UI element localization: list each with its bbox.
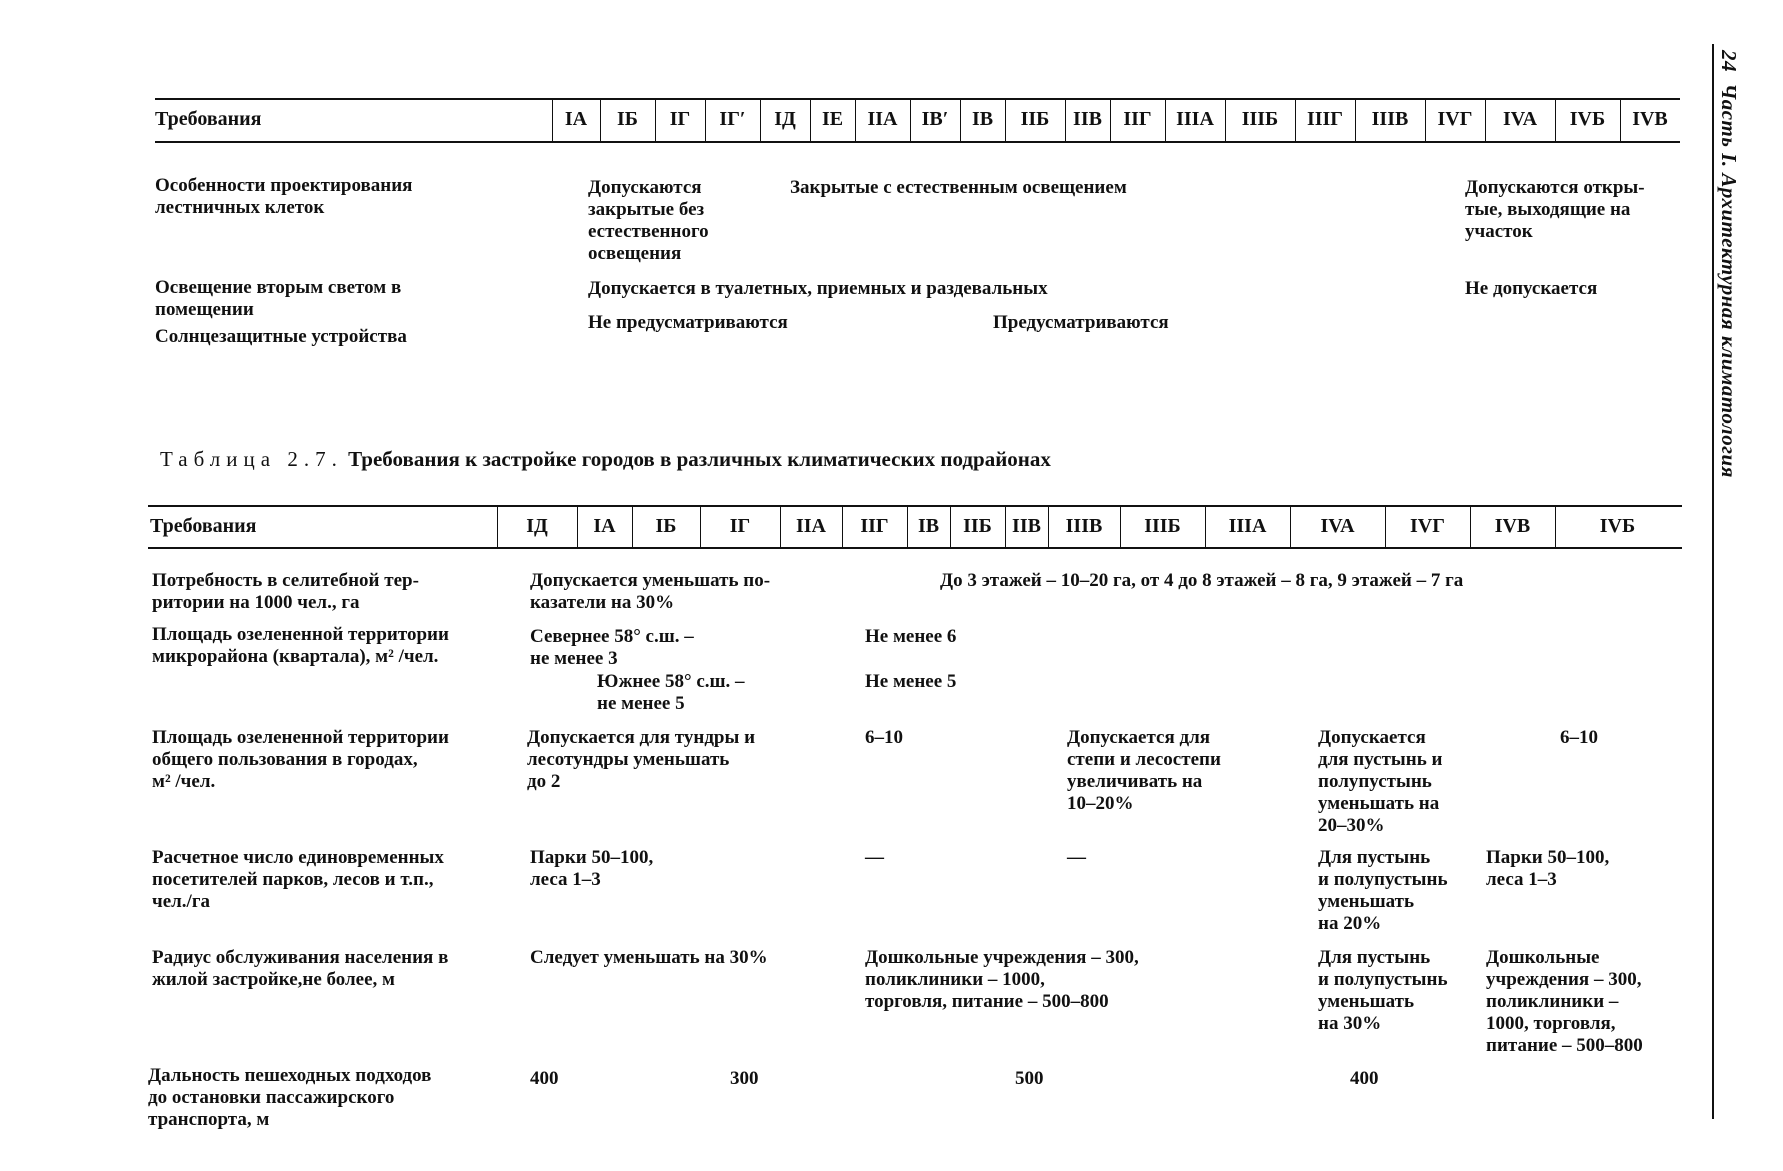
table-2-cell [530,626,694,670]
cell-line: поликлиники – 1000, [865,969,1045,990]
cell-line: и полупустынь [1318,969,1448,990]
cell-line: учреждения – 300, [1486,969,1642,990]
table-1-col-header: IVA [1502,108,1538,130]
cell-line: 1000, торговля, [1486,1013,1616,1034]
table-2-cell [597,671,745,715]
table-2-cell [1318,847,1448,935]
table-1-cell [790,177,1127,199]
table-1-col-header: IIIA [1176,108,1214,130]
row-label-line: микрорайона (квартала), м² /чел. [152,646,439,667]
cell-line: полупустынь [1318,771,1432,792]
row-label-line: Потребность в селитебной тер- [152,570,419,591]
row-label-line: Расчетное число единовременных [152,847,444,868]
cell-line: и полупустынь [1318,869,1448,890]
cell-line: до 2 [527,771,561,792]
table-1-cell: Предусматриваются [993,312,1169,333]
cell-line: Для пустынь [1318,947,1431,968]
table-2-cell [1486,847,1609,891]
table-2-col-header: IIБ [963,515,992,537]
cell-line: Севернее 58° с.ш. – [530,626,694,647]
table-2-row-label [152,947,448,991]
cell-line: Парки 50–100, [1486,847,1610,868]
cell-line: не менее 3 [530,648,618,669]
table-2-cell: 500 [1015,1068,1044,1089]
table-2-cell [1067,727,1221,815]
cell-line: увеличивать на [1067,771,1203,792]
cell-line: освещения [588,243,682,264]
table-1-col-header: IVБ [1569,108,1606,130]
row-label-line: Площадь озелененной территории [152,624,449,645]
table-1-col-header: IД [774,108,796,130]
table-2-cell: 6–10 [865,727,903,748]
cell-line: естественного [588,221,709,242]
table-2-header-rule [148,547,1682,549]
cell-line: леса 1–3 [530,869,601,890]
table-1-col-header: IIВ [1073,108,1102,130]
table-2-col-header: IIВ [1012,515,1041,537]
cell-line: тые, выходящие на [1465,199,1631,220]
cell-line: на 20% [1318,913,1382,934]
table-1-col-header: IVГ [1437,108,1473,130]
table-1-col-header: IVВ [1632,108,1668,130]
table-1-col-header: IБ [616,108,638,130]
row-label-line: м² /чел. [152,771,216,792]
running-head [1716,50,1741,478]
table-2-cell [530,847,653,891]
cell-line: участок [1465,221,1533,242]
table-1-col-header: IIIВ [1371,108,1409,130]
table-2-col-header: IVБ [1599,515,1636,537]
row-label-line: помещении [155,299,254,320]
row-label-line: лестничных клеток [155,197,325,218]
cell-line: Дошкольные [1486,947,1600,968]
cell-line: уменьшать на [1318,793,1440,814]
table-1-cell [1465,177,1645,243]
table-2-row-label [152,624,449,668]
cell-line: лесотундры уменьшать [527,749,730,770]
cell-line: поликлиники – [1486,991,1619,1012]
margin-rule [1712,44,1714,1119]
cell-line: леса 1–3 [1486,869,1557,890]
table-2-col-header: IБ [655,515,677,537]
caption-title: Требования к застройке городов в различных климатических подрайонах [348,447,1051,471]
table-2-col-header: IД [526,515,548,537]
table-1-cell [588,177,709,265]
table-2-header-label: Требования [150,515,257,537]
table-2-col-header: IVВ [1494,515,1531,537]
table-1-col-header: IIГ [1123,108,1152,130]
table-2-row-label [152,570,419,614]
row-label-line: общего пользования в городах, [152,749,418,770]
table-1-top-rule [155,98,1680,100]
row-label-line: чел./га [152,891,210,912]
cell-line: Южнее 58° с.ш. – [597,671,745,692]
table-1-cell: Не допускается [1465,278,1598,299]
table-2-cell [865,947,1139,1013]
cell-line: уменьшать [1318,891,1415,912]
table-1-cell: Допускается в туалетных, приемных и раздевальных [588,278,1048,299]
table-2-row-label [152,727,449,793]
table-2-col-header: IVГ [1410,515,1445,537]
running-head-title: Часть I. Архитектурная климатология [1717,83,1741,478]
table-1-row-label: Солнцезащитные устройства [155,326,407,347]
cell-line: Допускаются [588,177,702,198]
cell-line: Для пустынь [1318,847,1431,868]
table-2-col-header: IIA [795,515,826,537]
table-2-cell: 6–10 [1560,727,1598,748]
table-1-col-header: IIIГ [1306,108,1344,130]
cell-line: на 30% [1318,1013,1382,1034]
table-2-col-header: IВ [917,515,940,537]
table-2-cell: — [1067,847,1086,868]
table-2-cell: Не менее 5 [865,671,957,692]
table-2-col-header: IГ [729,515,751,537]
cell-line: казатели на 30% [530,592,675,613]
caption-prefix: Таблица 2.7. [160,447,343,471]
table-1-col-header: IIA [867,108,898,130]
cell-line: закрытые без [588,199,705,220]
table-1-header-rule [155,141,1680,143]
table-2-row-label [148,1065,431,1131]
table-2-cell: Следует уменьшать на 30% [530,947,768,968]
cell-line: Допускаются откры- [1465,177,1645,198]
table-1-col-header: IГ [669,108,691,130]
cell-line: степи и лесостепи [1067,749,1221,770]
row-label-line: Дальность пешеходных подходов [148,1065,432,1086]
cell-line: уменьшать [1318,991,1415,1012]
cell-line: 10–20% [1067,793,1134,814]
row-label-line: Освещение вторым светом в [155,277,402,298]
table-1-col-header: IIБ [1020,108,1050,130]
cell-line: Допускается [1318,727,1426,748]
row-label-line: до остановки пассажирского [148,1087,395,1108]
page-number: 24 [1717,50,1741,72]
table-2-cell [527,727,755,793]
table-2-cell: До 3 этажей – 10–20 га, от 4 до 8 этажей – 8 га, 9 этажей – 7 га [940,570,1464,591]
cell-line: Допускается для [1067,727,1211,748]
cell-line: торговля, питание – 500–800 [865,991,1109,1012]
cell-line: не менее 5 [597,693,685,714]
table-2-cell [1318,947,1448,1035]
table-1-col-header: IIIБ [1241,108,1279,130]
table-2-col-header: IA [593,515,616,537]
table-1-header-label: Требования [155,108,262,130]
row-label-line: Радиус обслуживания населения в [152,947,449,968]
table-2-cell: 300 [730,1068,759,1089]
table-2-cell: Не менее 6 [865,626,957,647]
row-label-line: ритории на 1000 чел., га [152,592,360,613]
table-2-col-header: IIIВ [1065,515,1103,537]
cell-line: Закрытые с естественным освещением [790,177,1127,198]
row-label-line: Площадь озелененной территории [152,727,449,748]
cell-line: Допускается уменьшать по- [530,570,771,591]
table-2-cell [1318,727,1442,837]
cell-line: Допускается для тундры и [527,727,756,748]
row-label-line: Особенности проектирования [155,175,413,196]
table-1-col-header: IЕ [821,108,844,130]
table-2-col-header: IVA [1320,515,1355,537]
table-2-cell: — [865,847,884,868]
row-label-line: транспорта, м [148,1109,270,1130]
row-label-line: жилой застройке,не более, м [152,969,395,990]
cell-line: Дошкольные учреждения – 300, [865,947,1139,968]
table-1-row-label [155,277,401,321]
row-label-line: посетителей парков, лесов и т.п., [152,869,434,890]
table-2-col-header: IIIБ [1144,515,1181,537]
table-1-col-header: IA [564,108,588,130]
cell-line: питание – 500–800 [1486,1035,1643,1056]
table-2-cell [1486,947,1643,1057]
cell-line: для пустынь и [1318,749,1443,770]
cell-line: 20–30% [1318,815,1385,836]
table-2-top-rule [148,505,1682,507]
table-2-row-label [152,847,444,913]
table-2-cell [530,570,770,614]
cell-line: Парки 50–100, [530,847,654,868]
table-2-caption [160,447,1051,472]
table-1-row-label [155,175,412,219]
table-1-cell: Не предусматриваются [588,312,788,333]
table-2-col-header: IIГ [860,515,889,537]
table-1-col-header: IВ′ [921,108,949,130]
table-2-cell: 400 [1350,1068,1379,1089]
table-2-col-header: IIIA [1228,515,1267,537]
table-1-col-header: IВ [971,108,994,130]
table-2-cell: 400 [530,1068,559,1089]
table-1-col-header: IГ′ [719,108,746,130]
